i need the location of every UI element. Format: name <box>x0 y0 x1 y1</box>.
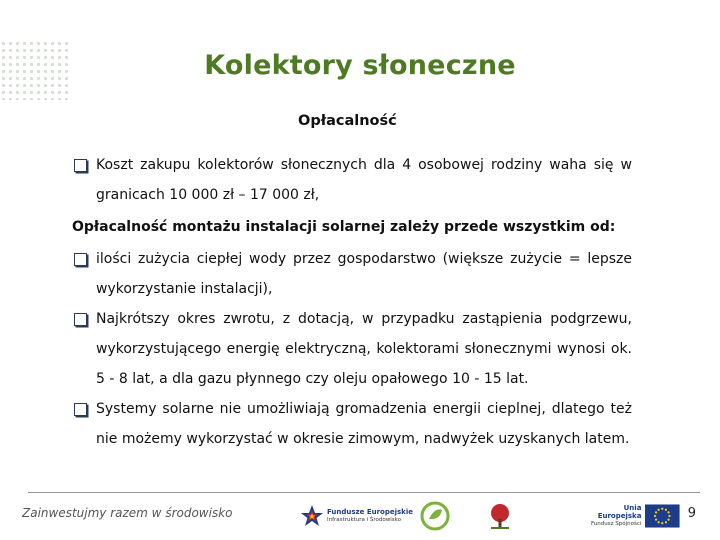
bullet-text: Systemy solarne nie umożliwiają gromadzenia energii cieplnej, dlatego też nie możemy wykorzystać w okresie zimowym, nadwyżek uzyskanych latem. <box>96 401 632 447</box>
funding-logos <box>290 496 680 536</box>
checkbox-bullet-icon <box>74 159 87 172</box>
green-leaf-logo <box>420 500 450 532</box>
regional-fund-logo <box>485 500 515 532</box>
fundusze-europejskie-logo <box>300 500 413 532</box>
slide-title: Kolektory słoneczne <box>204 50 516 81</box>
footer-divider <box>28 492 700 493</box>
checkbox-bullet-icon <box>74 253 87 266</box>
eu-flag-icon <box>645 504 680 528</box>
checkbox-bullet-icon <box>74 313 87 326</box>
slide-content <box>72 150 632 454</box>
bullet-item <box>72 150 632 210</box>
bullet-text: Koszt zakupu kolektorów słonecznych dla 4 osobowej rodziny waha się w granicach 10 000 zł – 17 000 zł, <box>96 157 632 203</box>
bullet-item <box>72 244 632 304</box>
slide-subtitle: Opłacalność <box>298 113 397 129</box>
bullet-text: ilości zużycia ciepłej wody przez gospodarstwo (większe zużycie = lepsze wykorzystanie instalacji), <box>96 251 632 297</box>
unia-europejska-logo <box>580 500 680 532</box>
fe-logo-sub: Infrastruktura i Środowisko <box>327 516 402 523</box>
bullet-item <box>72 394 632 454</box>
fe-logo-name: Fundusze Europejskie <box>327 507 413 516</box>
page-number: 9 <box>687 506 696 521</box>
fe-star-icon <box>300 504 324 528</box>
section-note: Opłacalność montażu instalacji solarnej zależy przede wszystkim od: <box>72 219 616 235</box>
leaf-icon <box>420 501 450 531</box>
bullet-text: Najkrótszy okres zwrotu, z dotacją, w przypadku zastąpienia podgrzewu, wykorzystującego energię elektryczną, kolektorami słonecznymi wynosi ok. 5 - 8 lat, a dla gazu płynnego czy oleju opałowego 10 - 15 lat. <box>96 311 632 387</box>
bullet-item <box>72 304 632 394</box>
ue-logo-name: Unia Europejska <box>597 503 642 520</box>
ue-logo-sub: Fundusz Spójności <box>590 520 642 527</box>
tree-icon <box>485 501 515 531</box>
footer-slogan: Zainwestujmy razem w środowisko <box>22 506 233 520</box>
checkbox-bullet-icon <box>74 403 87 416</box>
